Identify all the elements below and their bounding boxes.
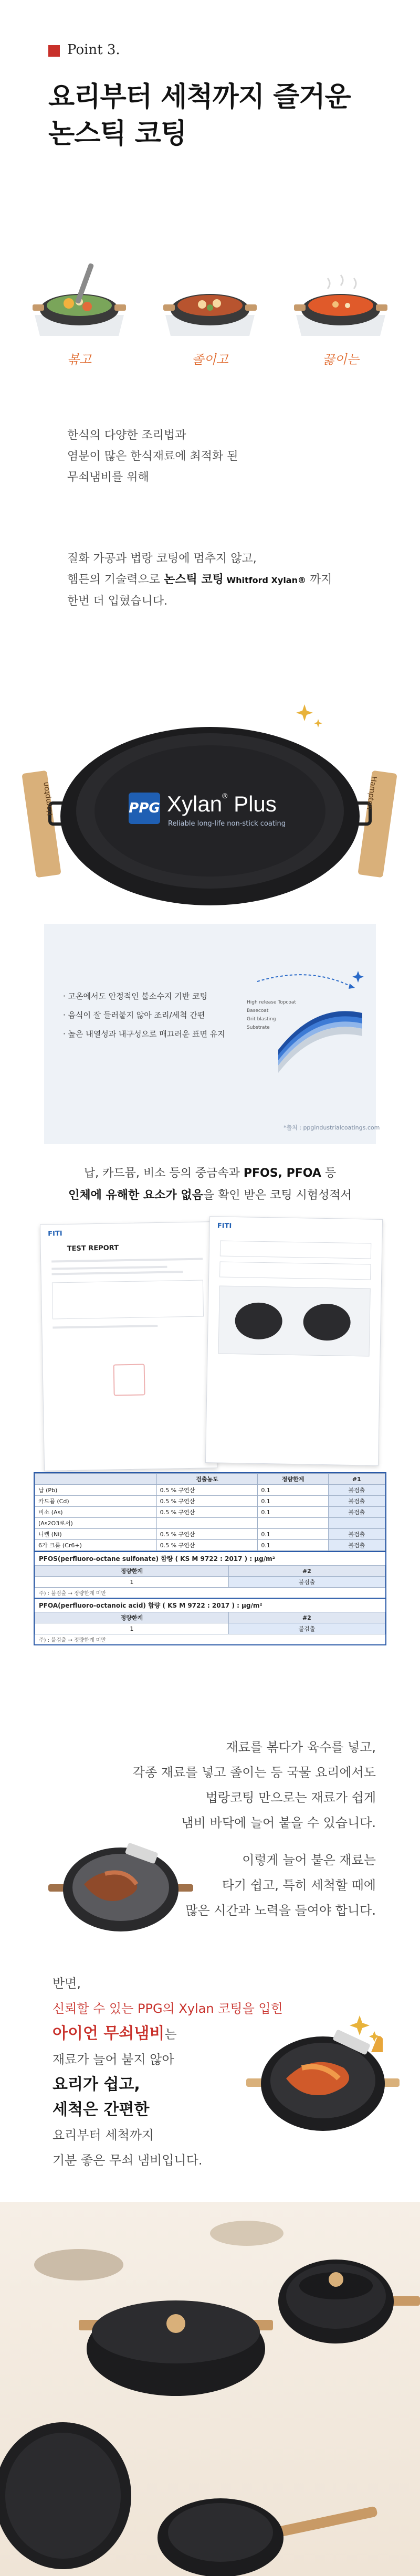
notice-text: 납, 카드뮴, 비소 등의 중금속과 [83,1167,244,1180]
notice-line-1 [0,1163,420,1185]
layer-label: Basecoat [247,1008,269,1013]
cell: 0.5 % 구연산 [156,1507,258,1518]
layer-label: Grit blasting [247,1017,276,1022]
intro-line: 한식의 다양한 조리법과 [67,429,186,442]
table-row [35,1518,385,1529]
table-header [35,1474,157,1485]
text: PPG [138,2001,163,2016]
plus-text: Plus [234,791,277,816]
table-row [35,1577,385,1588]
cooking-illustration-stir-fry [29,252,129,341]
section3-line: 세척은 간편한 [52,2100,150,2119]
cell: 0.1 [258,1485,328,1496]
report-logo: FITI [48,1230,62,1238]
cooking-illustration-braise [160,252,260,341]
cell: 0.5 % 구연산 [156,1485,258,1496]
xylan-text: Xylan [167,791,223,816]
cell: 카드뮴 (Cd) [35,1496,157,1507]
feature-item: · 높은 내열성과 내구성으로 매끄러운 표면 유지 [63,1029,225,1039]
section2-line: 법랑코팅 만으로는 재료가 쉽게 [205,1790,376,1805]
table-header: #2 [228,1566,385,1577]
cell: 1 [35,1577,229,1588]
cell: (As2O3로서) [35,1518,157,1529]
section2-line: 타기 쉽고, 특히 세척할 때에 [222,1878,376,1893]
table-header: 정량한계 [35,1566,229,1577]
section2-line: 많은 시간과 노력을 들여야 합니다. [185,1903,376,1918]
table-row [35,1529,385,1540]
registered-mark: ® [297,575,306,585]
cell: 0.1 [258,1496,328,1507]
cell: 불검출 [328,1496,385,1507]
notice-bold: 인체에 유해한 요소가 없음 [68,1189,203,1202]
table-row [35,1507,385,1518]
table-header: 검출농도 [156,1474,258,1485]
table-header: 정량한계 [258,1474,328,1485]
cell: 불검출 [328,1507,385,1518]
intro-bold: 논스틱 코팅 [164,573,224,586]
test-result-table [34,1472,386,1645]
cooking-label-boil: 끓이는 [322,352,359,367]
intro-line: 무쇠냄비를 위해 [67,471,149,484]
title-line-2: 논스틱 코팅 [48,118,187,150]
sticking-problem-text [133,1735,376,1835]
text: 아이언 무쇠냄비 [52,2024,165,2043]
notice-line-2 [0,1185,420,1207]
layer-label: High release Topcoat [247,1000,296,1005]
ppg-logo: PPG [129,793,160,824]
xylan-brand-text: Whitford Xylan [223,575,298,585]
intro-paragraph-1 [67,425,238,488]
layer-label: Substrate [247,1025,270,1030]
pfos-title: PFOS(perfluoro-octane sulfonate) 함량 ( KS M 9722 : 2017 ) : μg/m² [35,1551,385,1565]
cooking-illustration-boil [291,252,391,341]
text: 코팅을 입힌 [214,2001,283,2016]
table-header: #1 [328,1474,385,1485]
page-title [48,79,351,152]
certification-notice [0,1163,420,1207]
xylan-tagline: Reliable long-life non-stick coating [168,820,286,828]
pan-product-image [21,698,399,908]
cell: 0.5 % 구연산 [156,1529,258,1540]
point-label: Point 3. [67,42,120,58]
cell: 불검출 [328,1485,385,1496]
layer-labels [247,998,296,1032]
intro-text: 까지 [306,573,332,586]
section2-line: 냄비 바닥에 늘어 붙을 수 있습니다. [181,1815,376,1830]
burnt-pan-image [47,1837,194,1942]
coating-feature-list [63,987,225,1043]
table-row [35,1485,385,1496]
report-stamp [113,1364,145,1396]
cell [156,1518,258,1529]
cell: 0.1 [258,1507,328,1518]
report-sample-photo [218,1286,371,1357]
intro-line: 한번 더 입혔습니다. [67,595,167,608]
notice-text: 을 확인 받은 코팅 시험성적서 [203,1189,352,1202]
burning-problem-text [185,1847,376,1923]
feature-item: · 음식이 잘 들러붙지 않아 조리/세척 간편 [63,1010,205,1020]
text: Xylan [178,2001,214,2016]
cell: 불검출 [228,1623,385,1634]
coating-layer-diagram [247,966,373,1081]
infographic-caption: *출처 : ppgindustrialcoatings.com [284,1124,380,1131]
cell: 납 (Pb) [35,1485,157,1496]
cell: 0.1 [258,1529,328,1540]
text: 는 [164,2027,177,2042]
section3-line: 기분 좋은 무쇠 냄비입니다. [52,2153,203,2168]
cell: 비소 (As) [35,1507,157,1518]
intro-paragraph-2 [67,548,332,612]
cell [258,1518,328,1529]
cell: 1 [35,1623,229,1634]
handle-brand-right: Hampton [365,775,378,810]
section3-line: 요리가 쉽고, [52,2075,140,2094]
point-marker [48,45,60,57]
report-logo: FITI [217,1222,232,1230]
test-report-page-2 [205,1216,383,1466]
section3-line: 재료가 늘어 붙지 않아 [52,2052,174,2067]
intro-line-coating [67,569,332,591]
notice-text: 등 [321,1167,337,1180]
test-report-page-1 [40,1221,217,1471]
cell: 0.1 [258,1540,328,1551]
section3-line: 요리부터 세척까지 [52,2128,154,2142]
cell: 0.5 % 구연산 [156,1496,258,1507]
section2-line: 재료를 볶다가 육수를 넣고, [226,1740,376,1755]
table-header: #2 [228,1612,385,1623]
handle-brand-left: Hampton [41,781,55,816]
section3-line: 반면, [52,1976,81,1991]
table-header: 정량한계 [35,1612,229,1623]
title-line-1: 요리부터 세척까지 즐거운 [48,81,351,113]
section2-line: 각종 재료를 넣고 졸이는 등 국물 요리에서도 [132,1765,376,1780]
table-row [35,1496,385,1507]
cooking-label-braise: 졸이고 [192,352,228,367]
table-row [35,1540,385,1551]
feature-item: · 고온에서도 안정적인 불소수지 기반 코팅 [63,991,207,1001]
text: 의 [162,2001,179,2016]
cell: 불검출 [328,1529,385,1540]
notice-bold: PFOS, PFOA [243,1167,321,1180]
table-note: 주) : 불검출 → 정량한계 미만 [39,1591,107,1597]
clean-pan-image [244,2010,402,2141]
text: 신뢰할 수 있는 [52,2001,138,2016]
intro-line: 염분이 많은 한식재료에 최적화 된 [67,450,238,463]
report-title: TEST REPORT [67,1244,119,1253]
pfoa-title: PFOA(perfluoro-octanoic acid) 함량 ( KS M 9722 : 2017 ) : μg/m² [35,1598,385,1612]
cell: 불검출 [328,1540,385,1551]
table-row [35,1623,385,1634]
xylan-plus-logo: Xylan® Plus [167,791,277,816]
intro-line: 질화 가공과 법랑 코팅에 멈추지 않고, [67,552,257,565]
cell: 니켈 (Ni) [35,1529,157,1540]
cooking-label-stir-fry: 볶고 [67,352,92,367]
intro-text: 햄튼의 기술력으로 [67,573,164,586]
section2-line: 이렇게 늘어 붙은 재료는 [242,1853,376,1867]
cell: 0.5 % 구연산 [156,1540,258,1551]
cell: 불검출 [228,1577,385,1588]
cell [328,1518,385,1529]
table-note: 주) : 불검출 → 정량한계 미만 [39,1638,107,1643]
cell: 6가 크롬 (Cr6+) [35,1540,157,1551]
product-lifestyle-photo [0,2202,420,2576]
